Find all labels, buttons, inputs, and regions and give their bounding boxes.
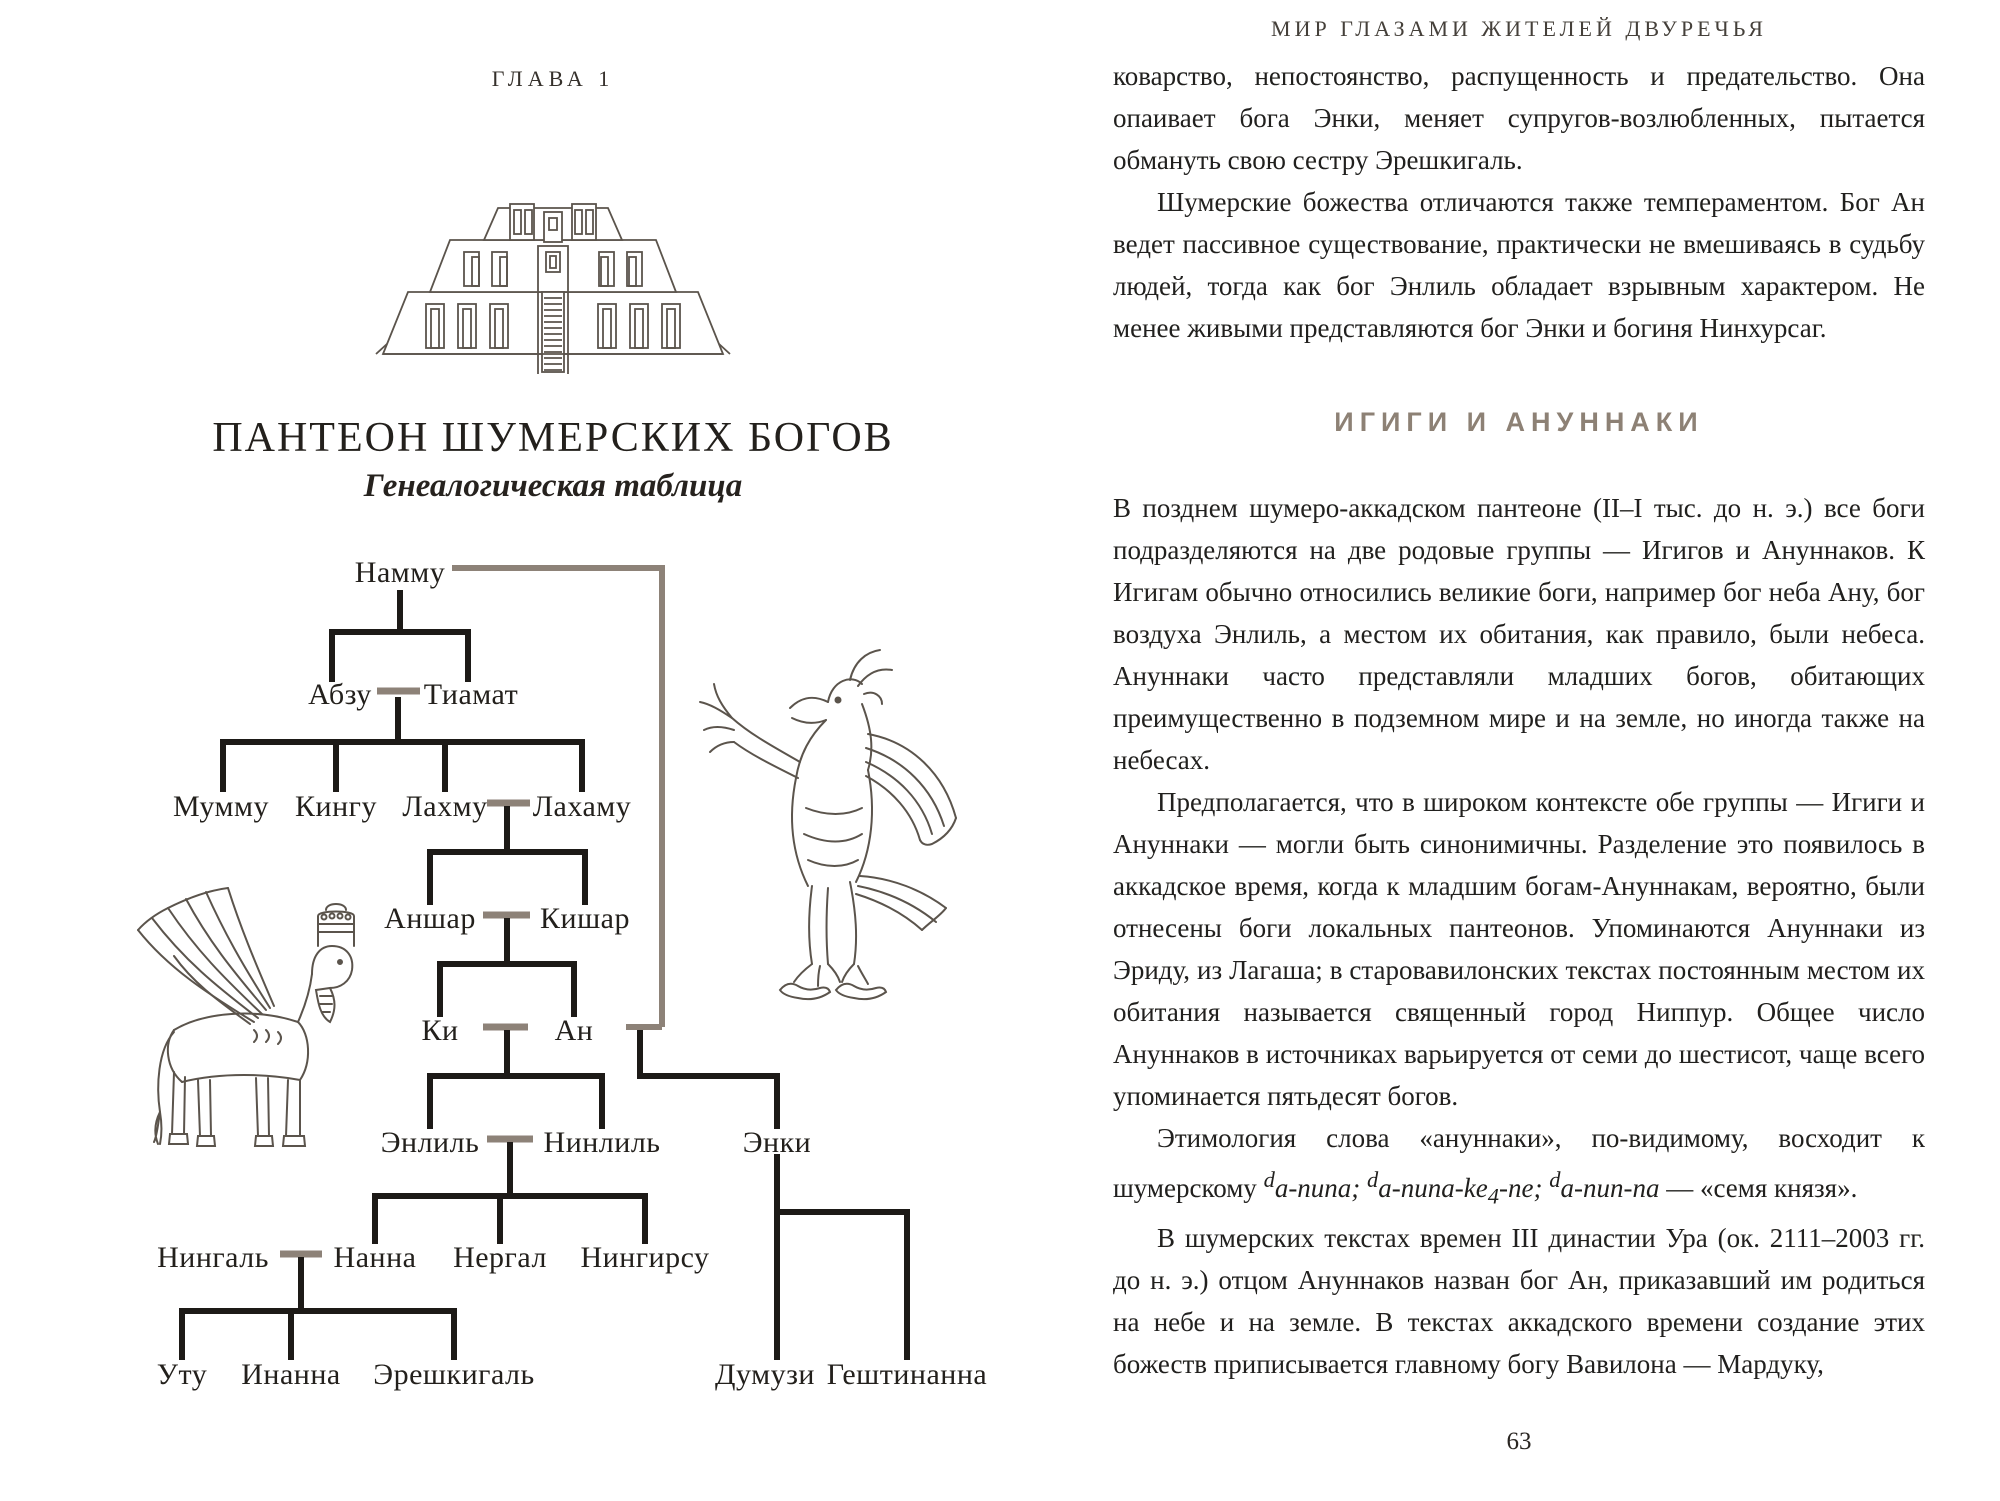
body-paragraph: Этимология слова «ануннаки», по-видимому, восходит к шумерскому $^d$a-nuna; $^da-nuna-ke_4-ne$; $^d$a-nun-na — «семя князя». (1113, 1123, 1925, 1209)
tree-node-inanna: Инанна (241, 1358, 341, 1391)
tree-node-enlil: Энлиль (380, 1126, 480, 1159)
tree-node-ki: Ки (421, 1014, 459, 1047)
tree-node-mummu: Мумму (172, 790, 270, 823)
tree-node-dumuzi: Думузи (715, 1358, 815, 1391)
tree-node-nammu: Намму (354, 556, 446, 589)
body-paragraph: В позднем шумеро-аккадском пантеоне (II–I тыс. до н. э.) все боги подразделяются на две родовые группы — Игигов и Ануннаков. К Игигам обычно относились великие боги, например бог неба Ану, бог воздуха Энлиль, а местом их обитания, как правило, были небеса. Ануннаки часто представляли младших богов, обитающих преимущественно в подземном мире и на земле, но иногда также на небесах. (1113, 493, 1925, 775)
page-number: 63 (1506, 1428, 1532, 1455)
tree-node-lahamu: Лахаму (532, 790, 632, 823)
tree-node-tiamat: Тиамат (423, 678, 519, 711)
tree-node-lahmu: Лахму (402, 790, 488, 823)
page-title: ПАНТЕОН ШУМЕРСКИХ БОГОВ (212, 415, 894, 461)
tree-node-ninlil: Нинлиль (543, 1126, 661, 1159)
tree-node-kingu: Кингу (295, 790, 377, 823)
tree-node-geshtinanna: Гештинанна (826, 1358, 988, 1391)
tree-node-ningirsu: Нингирсу (580, 1241, 710, 1274)
tree-node-nanna: Нанна (333, 1241, 417, 1274)
body-paragraph: Предполагается, что в широком контексте обе группы — Игиги и Ануннаки — могли быть синонимичны. Разделение это появилось в аккадское время, когда к младшим богам-Ануннакам, вероятно, были отнесены боги локальных пантеонов. Упоминаются Ануннаки из Эриду, из Лагаша; в старовавилонских текстах постоянным местом их обитания называется священный город Ниппур. Общее число Ануннаков в источниках варьируется от семи до шестисот, чаще всего упоминается пятьдесят богов. (1113, 787, 1925, 1111)
tree-node-enki: Энки (742, 1126, 812, 1159)
griffin-illustration (660, 638, 970, 1010)
tree-node-abzu: Абзу (308, 678, 372, 711)
body-paragraph: Шумерские божества отличаются также темпераментом. Бог Ан ведет пассивное существование, практически не вмешиваясь в судьбу людей, тогда как бог Энлиль обладает взрывным характером. Не менее живыми представляются бог Энки и богиня Нинхурсаг. (1113, 187, 1925, 343)
body-paragraph: В шумерских текстах времен III династии Ура (ок. 2111–2003 гг. до н. э.) отцом Ануннаков назван бог Ан, приказавший им родиться на небе и на земле. В текстах аккадского времени создание этих божеств приписывается главному богу Вавилона — Мардуку, (1113, 1223, 1925, 1380)
chapter-label: ГЛАВА 1 (491, 66, 615, 91)
section-heading: ИГИГИ И АНУННАКИ (1334, 407, 1704, 437)
tree-node-anshar: Аншар (384, 902, 476, 935)
body-paragraph: коварство, непостоянство, распущенность и предательство. Она опаивает бога Энки, меняет супругов-возлюбленных, пытается обмануть свою сестру Эрешкигаль. (1113, 61, 1925, 175)
tree-node-ningal: Нингаль (157, 1241, 269, 1274)
lamassu-illustration (128, 872, 378, 1162)
tree-node-ereshkigal: Эрешкигаль (373, 1358, 535, 1391)
tree-node-an: Ан (554, 1014, 594, 1047)
tree-node-nergal: Нергал (453, 1241, 547, 1274)
body-text-column (1113, 55, 1925, 1385)
tree-node-kishar: Кишар (540, 902, 630, 935)
running-header: МИР ГЛАЗАМИ ЖИТЕЛЕЙ ДВУРЕЧЬЯ (1271, 16, 1767, 41)
tree-node-utu: Уту (156, 1358, 208, 1391)
page-subtitle: Генеалогическая таблица (363, 468, 743, 504)
